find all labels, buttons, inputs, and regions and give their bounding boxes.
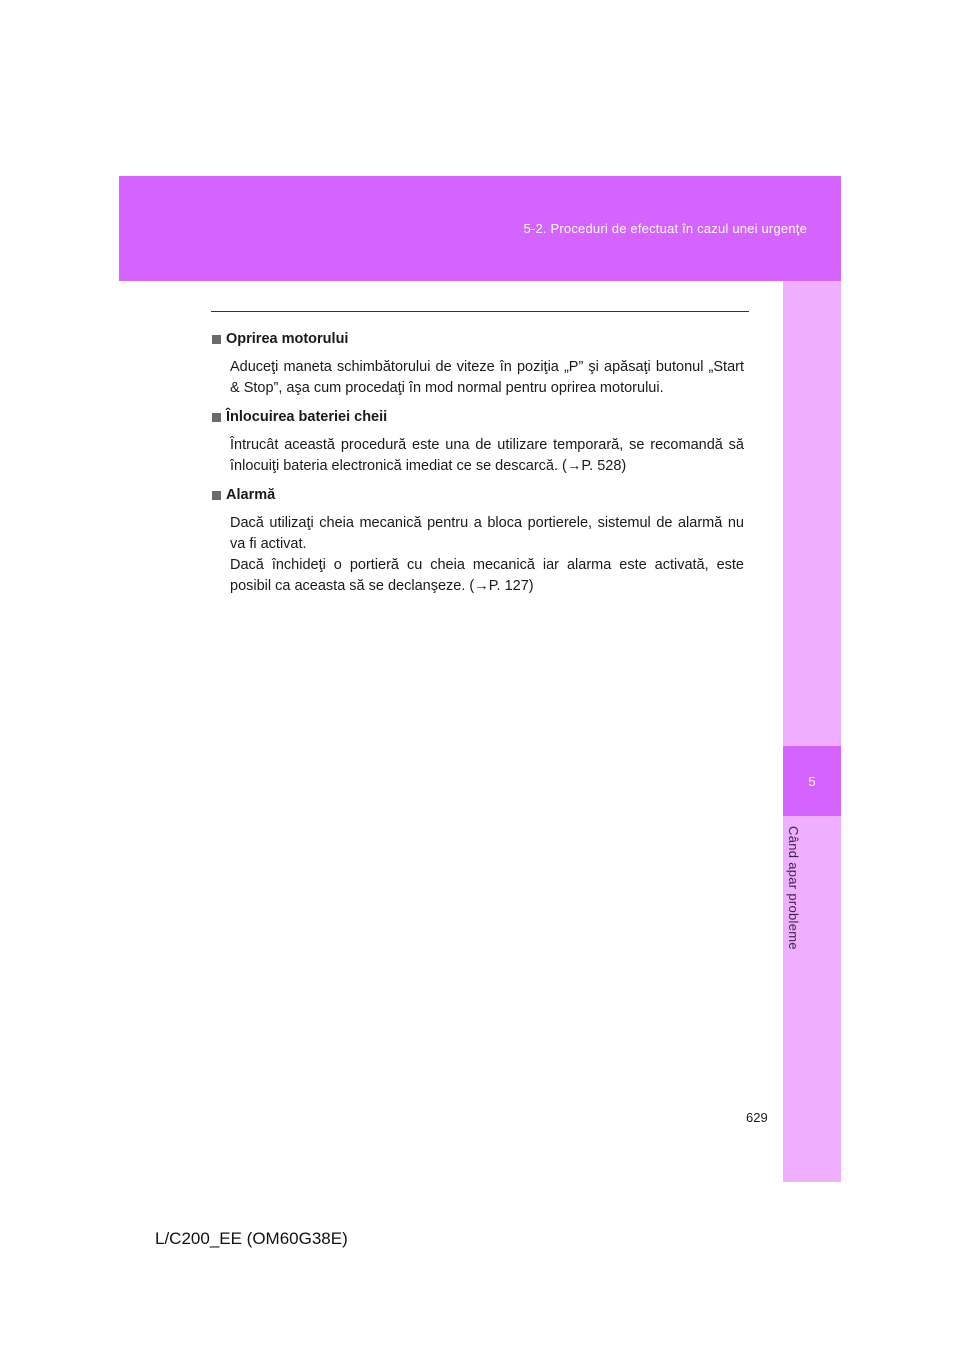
chapter-number-tab [783, 746, 841, 816]
square-bullet-icon [212, 413, 221, 422]
square-bullet-icon [212, 335, 221, 344]
footer-code: L/C200_EE (OM60G38E) [155, 1229, 348, 1248]
page-content [212, 329, 744, 605]
section-body [230, 435, 744, 477]
section-body [230, 357, 744, 399]
chapter-number: 5 [808, 774, 816, 789]
header-band [119, 176, 841, 281]
section-body [230, 513, 744, 597]
chapter-side-tab [783, 281, 841, 1182]
divider [211, 311, 749, 312]
paragraph: Dacă utilizaţi cheia mecanică pentru a bloca portierele, sistemul de alarmă nu va fi activat. [230, 515, 744, 552]
section-alarm [212, 485, 744, 597]
section-heading-text: Oprirea motorului [226, 331, 349, 347]
paragraph: Dacă închideţi o portieră cu cheia mecanică iar alarma este activată, este posibil ca aceasta să se declanşeze. (→P. 127) [230, 557, 744, 594]
page-number: 629 [746, 1110, 768, 1125]
paragraph: Întrucât această procedură este una de utilizare temporară, se recomandă să înlocuiţi bateria electronică imediat ce se descarcă. (→P. 528) [230, 437, 744, 474]
chapter-label: Când apar probleme [786, 826, 801, 950]
section-heading [212, 329, 744, 350]
section-heading-text: Alarmă [226, 487, 276, 503]
paragraph: Aduceţi maneta schimbătorului de viteze în poziţia „P” şi apăsaţi butonul „Start & Stop”, aşa cum procedaţi în mod normal pentru oprirea motorului. [230, 359, 744, 396]
section-engine-stop [212, 329, 744, 399]
section-heading-text: Înlocuirea bateriei cheii [226, 409, 388, 425]
section-heading [212, 485, 744, 506]
section-heading [212, 407, 744, 428]
section-title: 5-2. Proceduri de efectuat în cazul unei urgenţe [523, 221, 807, 236]
section-key-battery [212, 407, 744, 477]
square-bullet-icon [212, 491, 221, 500]
